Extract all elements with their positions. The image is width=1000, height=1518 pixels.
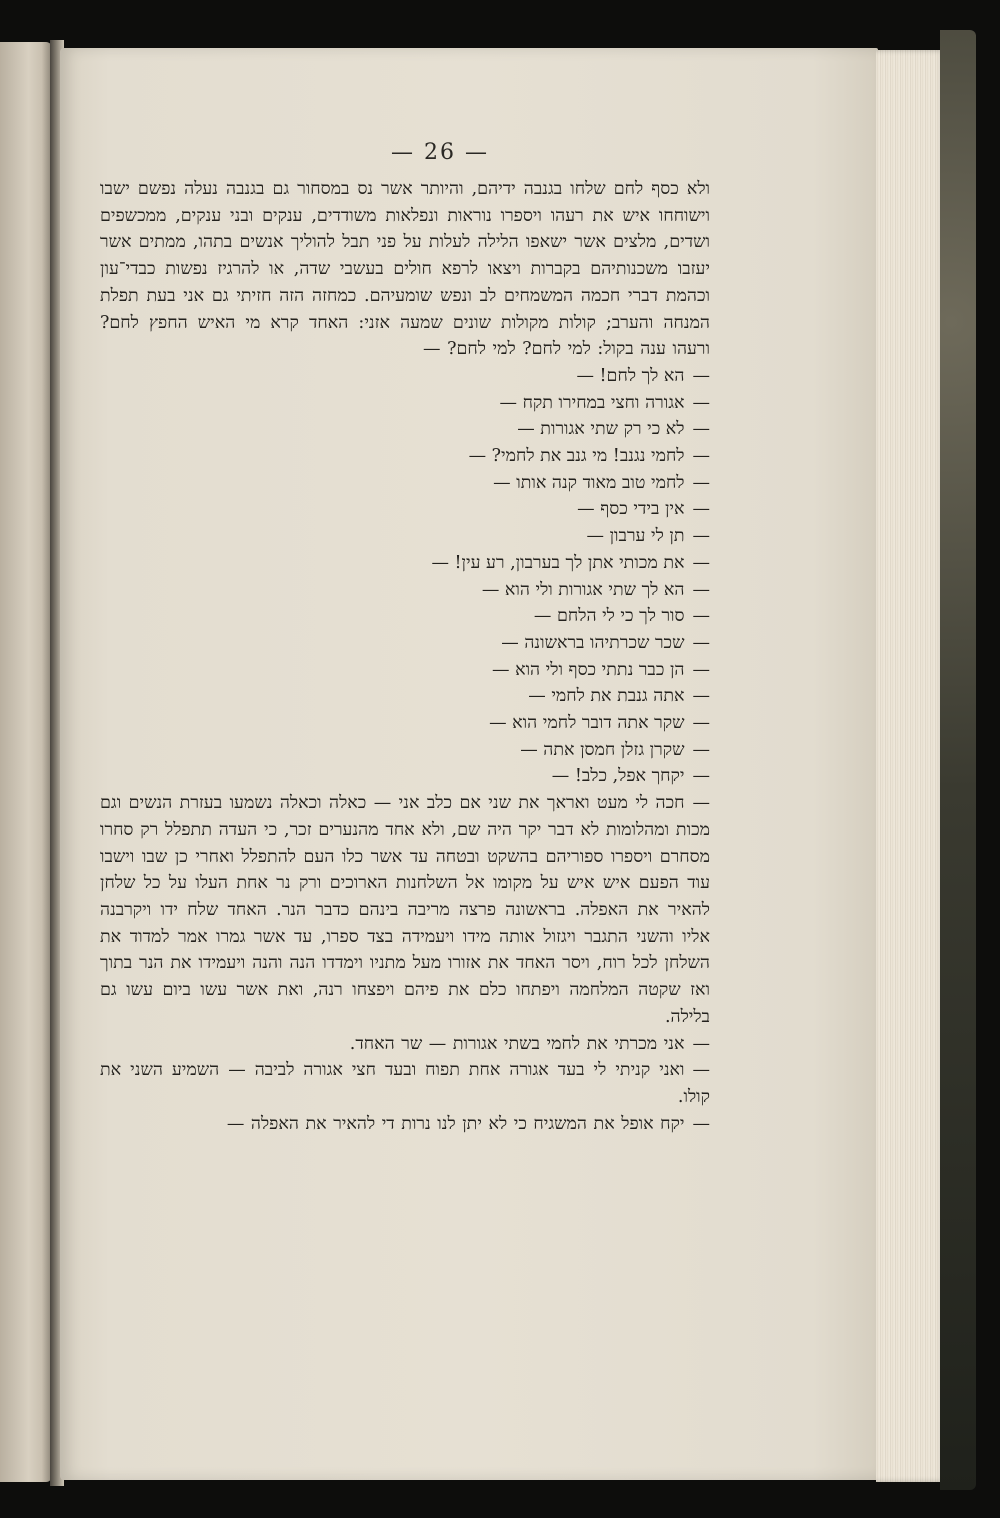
dialogue-dash: — — [692, 686, 710, 707]
dialogue-text: שקרן גזלן חמסן אתה — — [520, 739, 685, 760]
dialogue-line — [100, 603, 710, 630]
dialogue-line — [100, 657, 710, 684]
dialogue-text: תן לי ערבון — — [586, 526, 685, 547]
dialogue-text: הא לך לחם! — — [576, 365, 685, 386]
dialogue-line — [100, 737, 710, 764]
dialogue-text: הא לך שתי אגורות ולי הוא — — [481, 579, 685, 600]
dialogue-line — [100, 363, 710, 390]
dialogue-text: הן כבר נתתי כסף ולי הוא — — [492, 659, 685, 680]
dialogue-line — [100, 390, 710, 417]
dialogue-text: סור לך כי לי הלחם — — [533, 606, 685, 627]
dialogue-dash: — — [692, 713, 710, 734]
dialogue-line — [100, 683, 710, 710]
dialogue-dash: — — [692, 766, 710, 787]
dialogue-line — [100, 523, 710, 550]
dialogue-line — [100, 550, 710, 577]
opening-paragraph: ולא כסף לחם שלחו בגנבה ידיהם, והיותר אשר נס במסחור גם בגנבה נעלה נפשם ישבו וישוחחו איש את רעהו ויספרו נוראות ונפלאות משודדים, ענקים ובני ענקים, ממכשפים ושדים, מלצים אשר ישאפו הלילה לעלות על פני תבל להוליך אנשים בתהו, ממתים אשר יעזבו משכנותיהם בקברות ויצאו לרפא חולים בעשבי שדה, או להרגיז נפשות כבדי־עון וכהמת דברי חכמה המשמחים לב ונפש שומעיהם. כמחזה הזה חזיתי גם אני בעת תפלת המנחה והערב; קולות מקולות שונים שמעה אזני: האחד קרא מי האיש החפץ לחם? ורעהו ענה בקול: למי לחם? למי לחם? — — [100, 179, 710, 360]
dialogue-text: לא כי רק שתי אגורות — — [517, 419, 685, 440]
dialogue-text: את מכותי אתן לך בערבון, רע עין! — — [431, 552, 685, 573]
dialogue-dash: — — [692, 365, 710, 386]
dialogue-text: אתה גנבת את לחמי — — [528, 686, 685, 707]
book-cover-board — [940, 30, 976, 1490]
dialogue-dash: — — [692, 499, 710, 520]
page-fore-edge — [876, 50, 946, 1482]
dialogue-line — [100, 443, 710, 470]
dialogue-dash: — — [692, 793, 710, 814]
middle-paragraph — [100, 790, 710, 1030]
dialogue-line — [100, 710, 710, 737]
dialogue-line — [100, 470, 710, 497]
dialogue-text: לחמי נגנב! מי גנב את לחמי? — — [468, 446, 685, 467]
closing-line — [100, 1031, 710, 1058]
dialogue-text: שקר אתה דובר לחמי הוא — — [489, 713, 685, 734]
closing-line — [100, 1111, 710, 1138]
dialogue-dash: — — [692, 579, 710, 600]
dialogue-dash: — — [692, 552, 710, 573]
dialogue-text: לחמי טוב מאוד קנה אותו — — [493, 472, 685, 493]
dialogue-dash: — — [692, 606, 710, 627]
closing-line-text: יקח אופל את המשגיח כי לא יתן לנו נרות די להאיר את האפלה — — [226, 1113, 685, 1134]
dialogue-line — [100, 577, 710, 604]
dialogue-text: אגורה וחצי במחירו תקח — — [499, 392, 685, 413]
dialogue-dash: — — [692, 526, 710, 547]
closing-line-text: אני מכרתי את לחמי בשתי אגורות — שר האחד. — [349, 1033, 685, 1054]
closing-line — [100, 1057, 710, 1110]
dialogue-dash: — — [692, 1113, 710, 1134]
middle-paragraph-text: חכה לי מעט ואראך את שני אם כלב אני — כאלה וכאלה נשמעו בעזרת הנשים וגם מכות ומהלומות לא דבר יקר היה שם, ולא אחד מהנערים זכר, כי העדה תתפלל רק סחרו מסחרם ויספרו ספוריהם בהשקט ובטחה עד אשר כלו העם להתפלל ואחרי כן שבו וישבו עוד הפעם איש איש על מקומו אל השלחנות הארוכים ורק נר אחת העלו על כל שלחן להאיר את האפלה. בראשונה פרצה מריבה בינהם כדבר הנר. האחד שלח ידו ויקרבנה אליו והשני התגבר ויגזול אותה מידו ויעמידה בצד ספרו, עד אשר גמרו אמר למדוד את השלחן לכל רוח, ויסר האחד את אזורו מעל מתניו וימדדו הנה והנה ויעמידו את הנר בתוך ואז שקטה המלחמה ויפתחו כלם את פיהם ויפצחו רנה, ואת אשר עשו ביום עשו גם בלילה. — [100, 793, 710, 1027]
dialogue-text: יקחך אפל, כלב! — — [551, 766, 685, 787]
dialogue-dash: — — [692, 632, 710, 653]
dialogue-dash: — — [692, 1060, 710, 1081]
dialogue-dash: — — [692, 659, 710, 680]
dialogue-line — [100, 496, 710, 523]
dialogue-dash: — — [692, 392, 710, 413]
dialogue-text: שכר שכרתיהו בראשונה — — [501, 632, 685, 653]
dialogue-dash: — — [692, 1033, 710, 1054]
dialogue-dash: — — [692, 446, 710, 467]
dialogue-dash: — — [692, 739, 710, 760]
page-number: — 26 — — [391, 140, 489, 165]
dialogue-line — [100, 763, 710, 790]
dialogue-block — [100, 363, 710, 790]
dialogue-text: אין בידי כסף — — [577, 499, 685, 520]
dialogue-line — [100, 416, 710, 443]
dialogue-dash: — — [692, 472, 710, 493]
left-page-edge — [0, 42, 52, 1482]
page-text — [100, 176, 710, 1137]
dialogue-dash: — — [692, 419, 710, 440]
closing-line-text: ואני קניתי לי בעד אגורה אחת תפוח ובעד חצי אגורה לביבה — השמיע השני את קולו. — [100, 1060, 710, 1107]
dialogue-line — [100, 630, 710, 657]
